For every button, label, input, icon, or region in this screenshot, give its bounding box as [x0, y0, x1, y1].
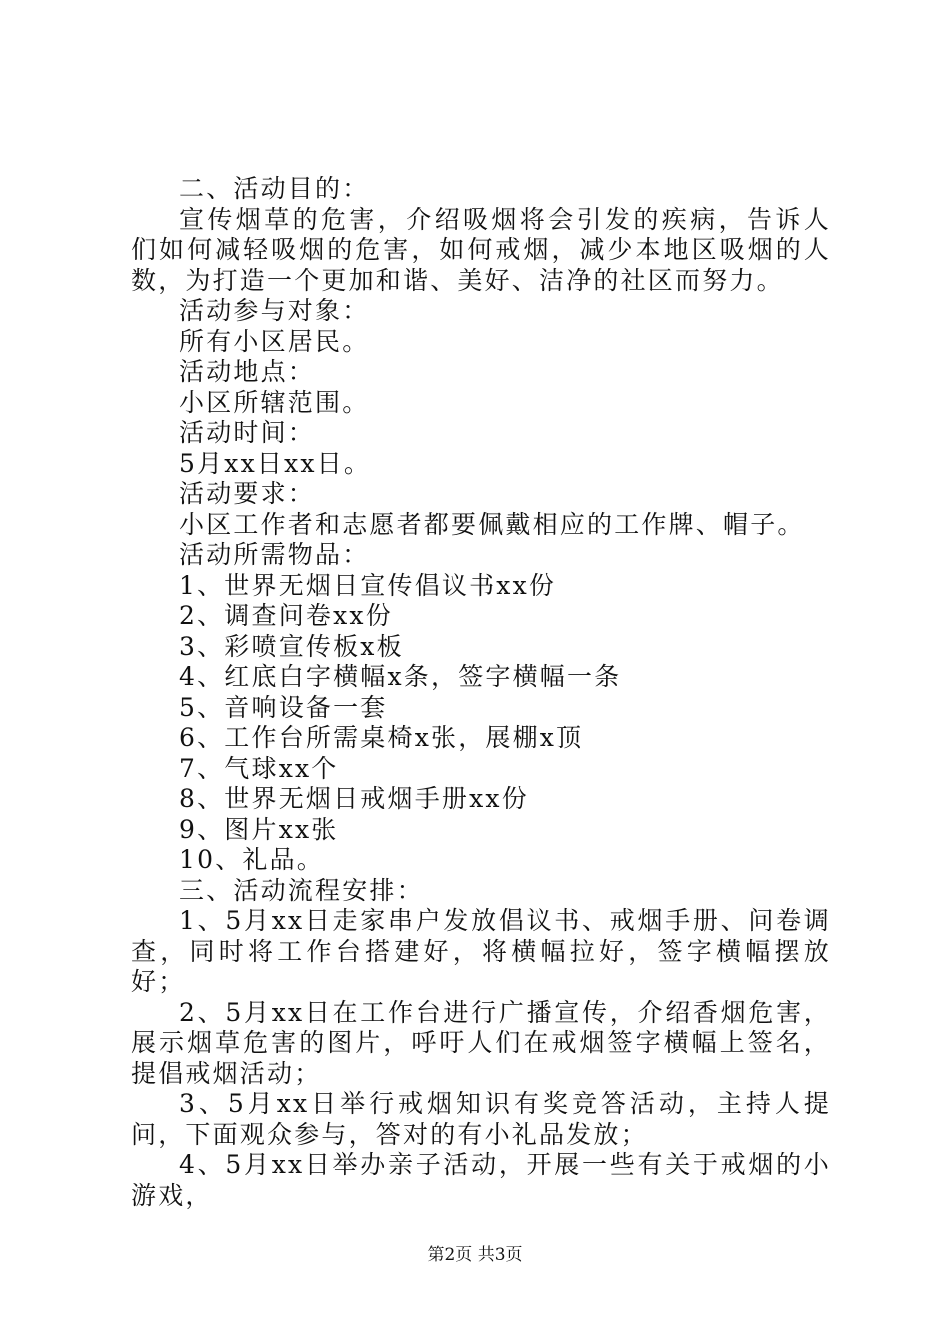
paragraph: 二、活动目的：: [179, 174, 370, 203]
page-footer: 第2页 共3页: [427, 1245, 523, 1265]
list-item: 9、图片xx张: [179, 814, 339, 844]
document-body: [131, 174, 831, 1211]
paragraph: 活动地点：: [179, 357, 316, 386]
paragraph: 所有小区居民。: [179, 326, 370, 356]
list-item: 5、音响设备一套: [179, 692, 388, 722]
section-heading: 三、活动流程安排：: [179, 875, 424, 905]
list-item: 6、工作台所需桌椅x张，展棚x顶: [179, 723, 584, 752]
list-item: 3、彩喷宣传板x板: [179, 631, 404, 661]
paragraph: 小区所辖范围。: [179, 387, 370, 417]
paragraph: 4、5月xx日举办亲子活动，开展一些有关于戒烟的小游戏，: [131, 1150, 831, 1210]
paragraph: 活动参与对象：: [179, 296, 370, 325]
list-item: 2、调查问卷xx份: [179, 601, 393, 630]
paragraph: 2、5月xx日在工作台进行广播宣传，介绍香烟危害，展示烟草危害的图片，呼吁人们在戒烟签字横幅上签名，提倡戒烟活动；: [131, 997, 831, 1088]
paragraph: 3、5月xx日举行戒烟知识有奖竞答活动，主持人提问，下面观众参与，答对的有小礼品发放；: [131, 1089, 831, 1149]
list-item: 7、气球xx个: [179, 753, 339, 783]
list-item: 4、红底白字横幅x条，签字横幅一条: [179, 662, 622, 691]
paragraph: 活动时间：: [179, 418, 316, 447]
list-item: 8、世界无烟日戒烟手册xx份: [179, 784, 529, 813]
list-item: 1、世界无烟日宣传倡议书xx份: [179, 570, 557, 600]
paragraph: 小区工作者和志愿者都要佩戴相应的工作牌、帽子。: [179, 509, 805, 539]
paragraph: 活动要求：: [179, 479, 316, 508]
list-item: 10、礼品。: [179, 845, 325, 874]
paragraph: 活动所需物品：: [179, 540, 370, 569]
paragraph: 5月xx日xx日。: [179, 448, 372, 478]
paragraph: 宣传烟草的危害，介绍吸烟将会引发的疾病，告诉人们如何减轻吸烟的危害，如何戒烟，减少本地区吸烟的人数，为打造一个更加和谐、美好、洁净的社区而努力。: [131, 204, 831, 295]
paragraph: 1、5月xx日走家串户发放倡议书、戒烟手册、问卷调查，同时将工作台搭建好，将横幅拉好，签字横幅摆放好；: [131, 906, 831, 996]
